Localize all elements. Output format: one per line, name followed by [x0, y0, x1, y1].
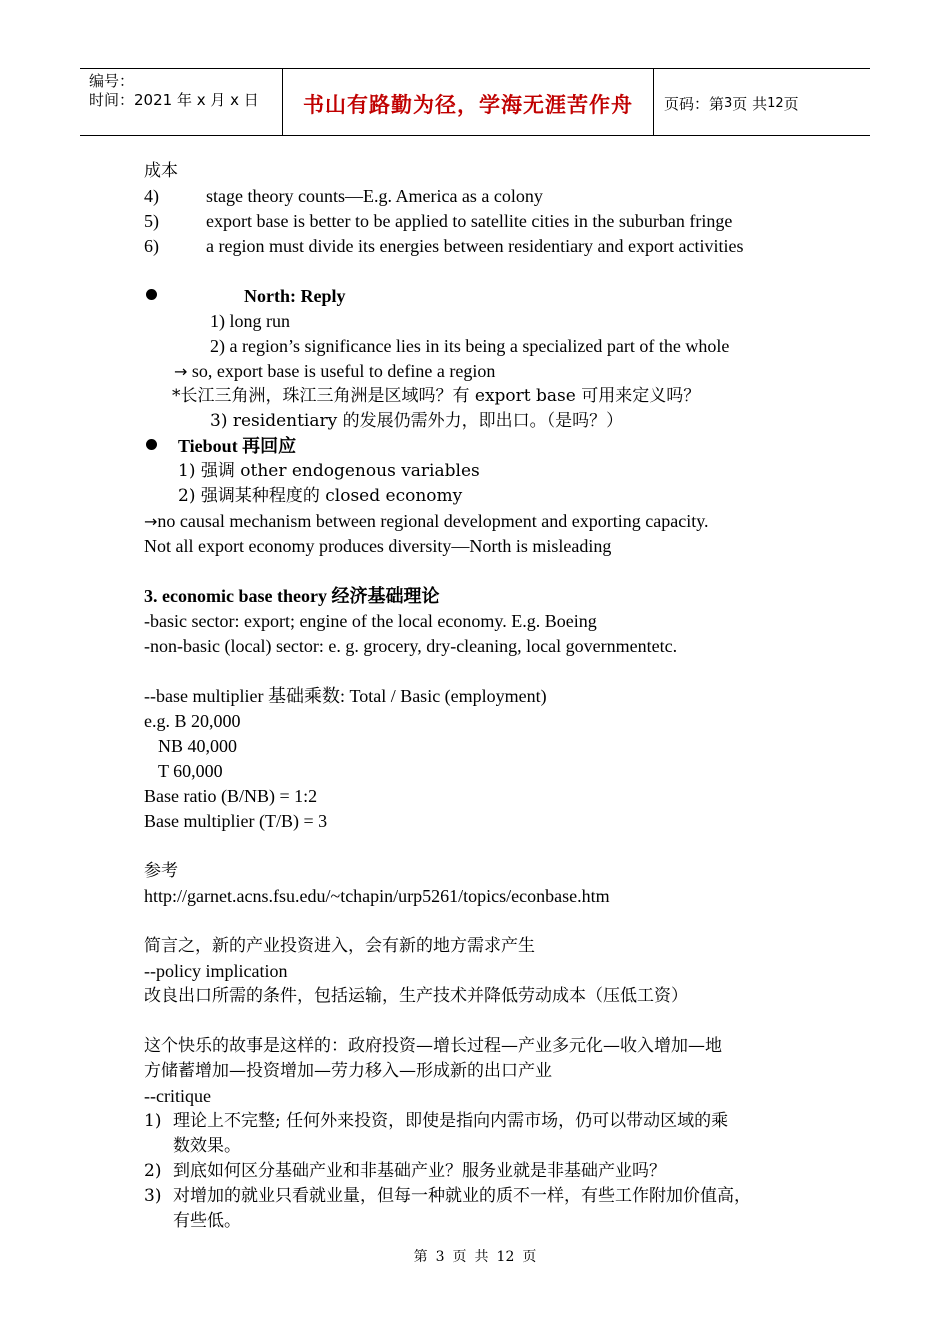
list-item: 2) 强调某种程度的 closed economy: [178, 486, 463, 506]
time-label: 时间：2021 年 x 月 x 日: [89, 91, 259, 109]
list-item: [144, 1110, 728, 1132]
number-label: 编号：: [89, 72, 135, 90]
header-motto: 书山有路勤为径，学海无涯苦作舟: [303, 93, 633, 117]
section-heading-tiebout: Tiebout 再回应: [178, 436, 297, 456]
text-line: -basic sector: export; engine of the local economy. E.g. Boeing: [144, 611, 597, 631]
list-item: [144, 210, 732, 232]
list-item: [144, 185, 543, 207]
list-item: 2) a region’s significance lies in its being a specialized part of the whole: [210, 336, 730, 356]
arrow-line: [174, 360, 495, 383]
text-line: 简言之，新的产业投资进入，会有新的地方需求产生: [144, 936, 535, 956]
list-text: 对增加的就业只看就业量，但每一种就业的质不一样，有些工作附加价值高，: [173, 1186, 751, 1206]
page-current: 3: [724, 96, 733, 111]
header-page-info: [654, 69, 870, 135]
text-line: -non-basic (local) sector: e. g. grocery, dry-cleaning, local governmentetc.: [144, 636, 678, 656]
arrow-line: [144, 510, 709, 533]
list-text: stage theory counts—E.g. America as a colony: [206, 186, 543, 206]
text-line: --base multiplier 基础乘数: Total / Basic (employment): [144, 686, 547, 706]
list-text: 到底如何区分基础产业和非基础产业？服务业就是非基础产业吗？: [173, 1161, 666, 1181]
reference-url: http://garnet.acns.fsu.edu/~tchapin/urp5261/topics/econbase.htm: [144, 886, 610, 906]
list-number: 6): [144, 236, 159, 256]
page-label-prefix: 页码：第: [664, 95, 725, 113]
list-text-continued: 有些低。: [173, 1211, 241, 1231]
text-line: 成本: [144, 161, 178, 181]
text-line: 这个快乐的故事是这样的：政府投资—增长过程—产业多元化—收入增加—地: [144, 1036, 722, 1056]
header-motto-cell: [282, 69, 654, 135]
text-line: T 60,000: [158, 761, 223, 781]
list-number: 4): [144, 186, 159, 206]
list-item: 1) long run: [210, 311, 290, 331]
text-line: 改良出口所需的条件，包括运输，生产技术并降低劳动成本（压低工资）: [144, 986, 688, 1006]
text-line: --critique: [144, 1086, 211, 1106]
footer-ye: 页: [522, 1249, 537, 1265]
footer-ye: 页: [452, 1249, 467, 1265]
list-text: a region must divide its energies between residentiary and export activities: [206, 236, 744, 256]
text-line: Not all export economy produces diversity—North is misleading: [144, 536, 612, 556]
list-number: 2): [144, 1161, 162, 1181]
text-line: *长江三角洲，珠江三角洲是区域吗？有 export base 可用来定义吗？: [172, 386, 701, 406]
footer-total: 12: [496, 1249, 515, 1265]
page-label-suffix: 页: [783, 95, 799, 113]
text-line: e.g. B 20,000: [144, 711, 241, 731]
list-number: 1): [144, 1111, 162, 1131]
list-item: [144, 235, 744, 257]
list-text-continued: 数效果。: [173, 1136, 241, 1156]
arrow-icon: →: [174, 362, 188, 381]
text-line: Base multiplier (T/B) = 3: [144, 811, 328, 831]
text-line: Base ratio (B/NB) = 1:2: [144, 786, 318, 806]
text-line: 方储蓄增加—投资增加—劳力移入—形成新的出口产业: [144, 1061, 552, 1081]
section-heading-economic-base: 3. economic base theory 经济基础理论: [144, 586, 440, 606]
page-label-mid: 页 共: [732, 95, 768, 113]
list-text: 理论上不完整; 任何外来投资，即使是指向内需市场，仍可以带动区域的乘: [173, 1111, 729, 1131]
arrow-text: so, export base is useful to define a region: [187, 361, 496, 381]
section-heading-north: North: Reply: [244, 286, 346, 306]
list-number: 3): [144, 1186, 162, 1206]
arrow-text: no causal mechanism between regional development and exporting capacity.: [157, 511, 709, 531]
list-item: 3) residentiary 的发展仍需外力，即出口。（是吗？）: [210, 411, 624, 431]
bullet-icon: [146, 439, 157, 450]
footer-di: 第: [413, 1249, 428, 1265]
list-text: export base is better to be applied to satellite cities in the suburban fringe: [206, 211, 733, 231]
bullet-icon: [146, 289, 157, 300]
page-footer: [0, 1246, 950, 1266]
footer-page: 3: [435, 1249, 445, 1265]
text-line: NB 40,000: [158, 736, 238, 756]
list-item: [144, 1160, 666, 1182]
text-line: 参考: [144, 861, 178, 881]
footer-gong: 共: [474, 1249, 489, 1265]
page-total: 12: [767, 96, 784, 111]
list-number: 5): [144, 211, 159, 231]
header-meta: [80, 69, 282, 135]
list-item: [144, 1185, 751, 1207]
header-table: [80, 68, 870, 136]
text-line: --policy implication: [144, 961, 288, 981]
arrow-icon: →: [144, 512, 158, 531]
list-item: 1) 强调 other endogenous variables: [178, 461, 480, 481]
